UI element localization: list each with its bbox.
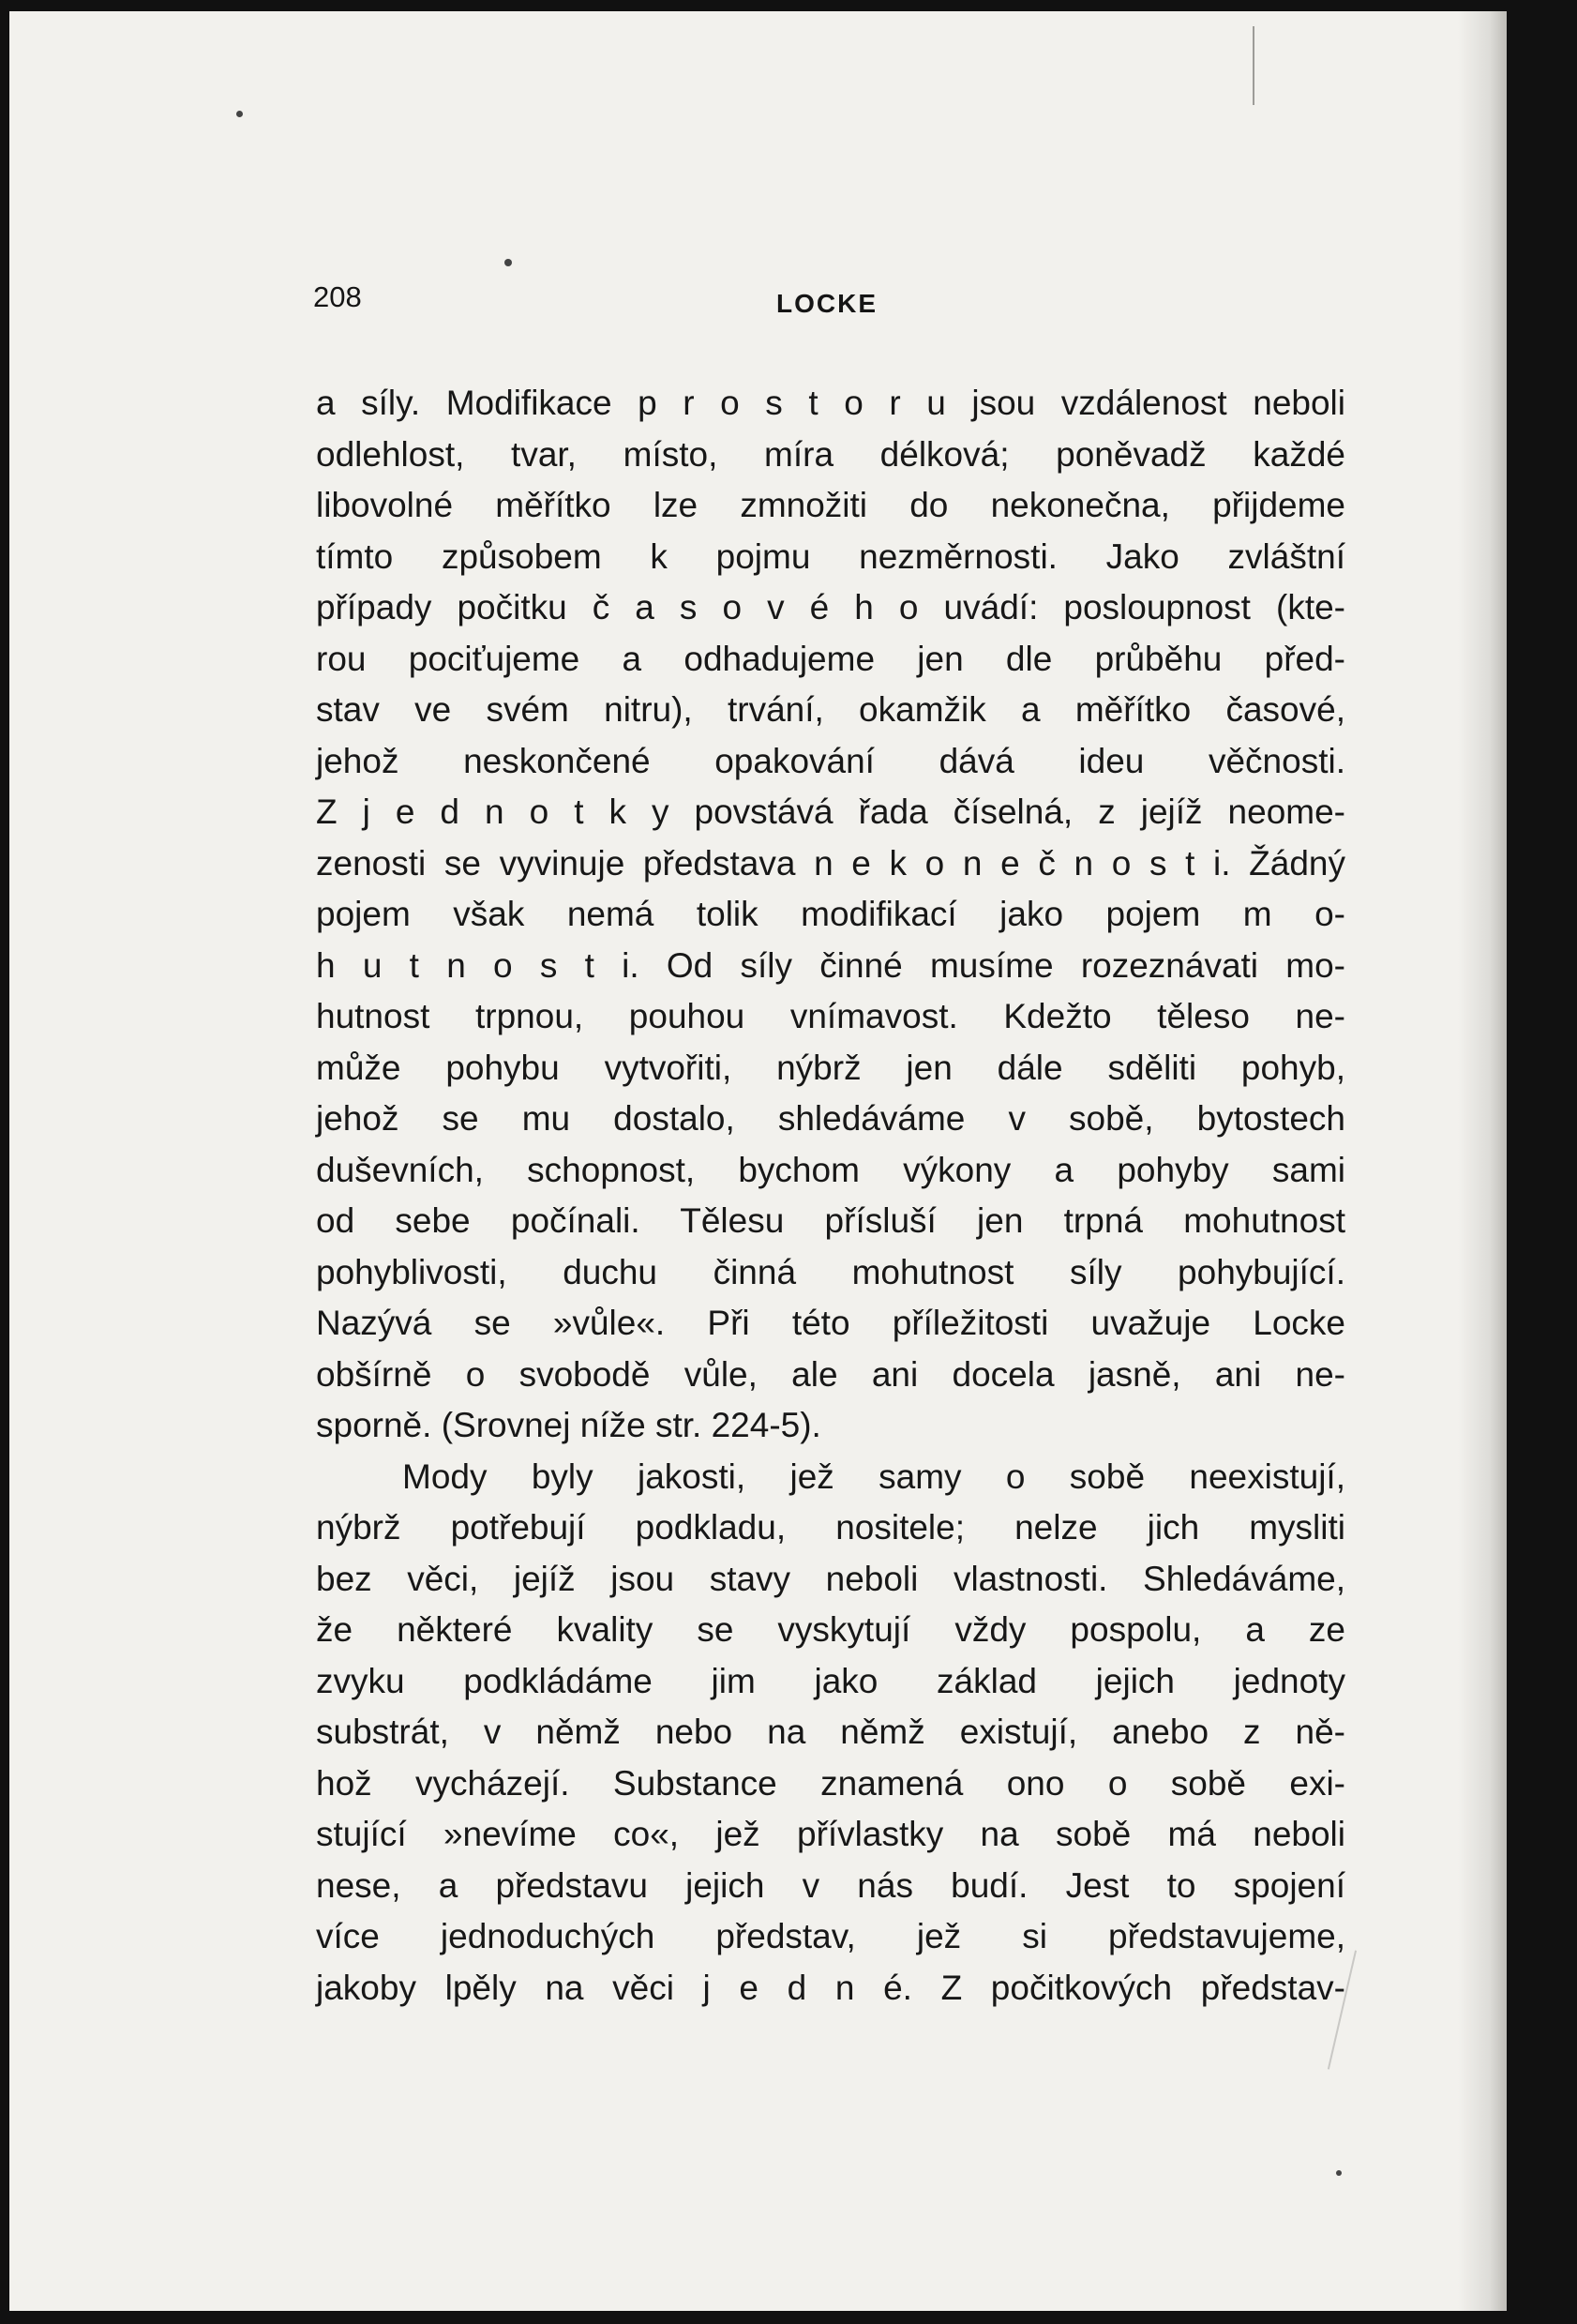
text-line: Mody byly jakosti, jež samy o sobě neexistují, [402, 1456, 1345, 1496]
text-line: nese, a představu jejich v nás budí. Jest to spojení [316, 1865, 1345, 1905]
text-line: tímto způsobem k pojmu nezměrnosti. Jako zvláštní [316, 536, 1345, 576]
text-line: jakoby lpěly na věci j e d n é. Z počitkových představ- [316, 1968, 1345, 2007]
text-line: pohyblivosti, duchu činná mohutnost síly pohybující. [316, 1252, 1345, 1291]
page-edge-shadow [1458, 11, 1507, 2311]
text-line: duševních, schopnost, bychom výkony a pohyby sami [316, 1150, 1345, 1189]
scan-artifact-line [1253, 26, 1254, 105]
text-line: stující »nevíme co«, jež přívlastky na sobě má neboli [316, 1815, 1345, 1853]
text-line: zenosti se vyvinuje představa n e k o n e č n o s t i. Žádný [316, 843, 1345, 883]
text-line: nýbrž potřebují podkladu, nositele; nelze jich mysliti [316, 1508, 1345, 1547]
text-line: substrát, v němž nebo na němž existují, anebo z ně- [316, 1713, 1345, 1751]
ink-dot [504, 259, 512, 266]
running-title: LOCKE [776, 289, 878, 318]
text-line: od sebe počínali. Tělesu přísluší jen trpná mohutnost [316, 1201, 1345, 1240]
text-line: hutnost trpnou, pouhou vnímavost. Kdežto těleso ne- [316, 997, 1345, 1035]
ink-dot [236, 111, 243, 117]
ink-dot [1336, 2170, 1342, 2176]
text-line: že některé kvality se vyskytují vždy pospolu, a ze [316, 1610, 1345, 1649]
text-line: libovolné měřítko lze zmnožiti do nekonečna, přijdeme [316, 486, 1345, 524]
text-line: odlehlost, tvar, místo, míra délková; poněvadž každé [316, 434, 1345, 474]
text-line: zvyku podkládáme jim jako základ jejich jednoty [316, 1661, 1345, 1700]
text-line: a síly. Modifikace p r o s t o r u jsou vzdálenost neboli [316, 384, 1345, 422]
text-line: bez věci, jejíž jsou stavy neboli vlastnosti. Shledáváme, [316, 1559, 1345, 1598]
text-line: může pohybu vytvořiti, nýbrž jen dále sděliti pohyb, [316, 1048, 1345, 1087]
text-line: jehož neskončené opakování dává ideu věčnosti. [316, 741, 1345, 780]
text-line: pojem však nemá tolik modifikací jako pojem m o- [316, 895, 1345, 933]
text-line: rou pociťujeme a odhadujeme jen dle průběhu před- [316, 639, 1345, 678]
text-line: sporně. (Srovnej níže str. 224-5). [316, 1406, 821, 1444]
text-line: hož vycházejí. Substance znamená ono o sobě exi- [316, 1763, 1345, 1803]
text-line: Z j e d n o t k y povstává řada číselná, z jejíž neome- [316, 792, 1345, 831]
text-line: jehož se mu dostalo, shledáváme v sobě, bytostech [316, 1099, 1345, 1138]
book-page [9, 11, 1507, 2311]
page-header [313, 280, 1344, 327]
text-line: více jednoduchých představ, jež si představujeme, [316, 1917, 1345, 1955]
text-line: obšírně o svobodě vůle, ale ani docela jasně, ani ne- [316, 1354, 1345, 1394]
page-number: 208 [313, 280, 362, 313]
text-line: Nazývá se »vůle«. Při této příležitosti uvažuje Locke [316, 1304, 1345, 1342]
body-text [316, 378, 1345, 2014]
text-line: stav ve svém nitru), trvání, okamžik a měřítko časové, [316, 690, 1345, 729]
text-line: případy počitku č a s o v é h o uvádí: posloupnost (kte- [316, 588, 1345, 626]
text-line: h u t n o s t i. Od síly činné musíme rozeznávati mo- [316, 945, 1345, 985]
